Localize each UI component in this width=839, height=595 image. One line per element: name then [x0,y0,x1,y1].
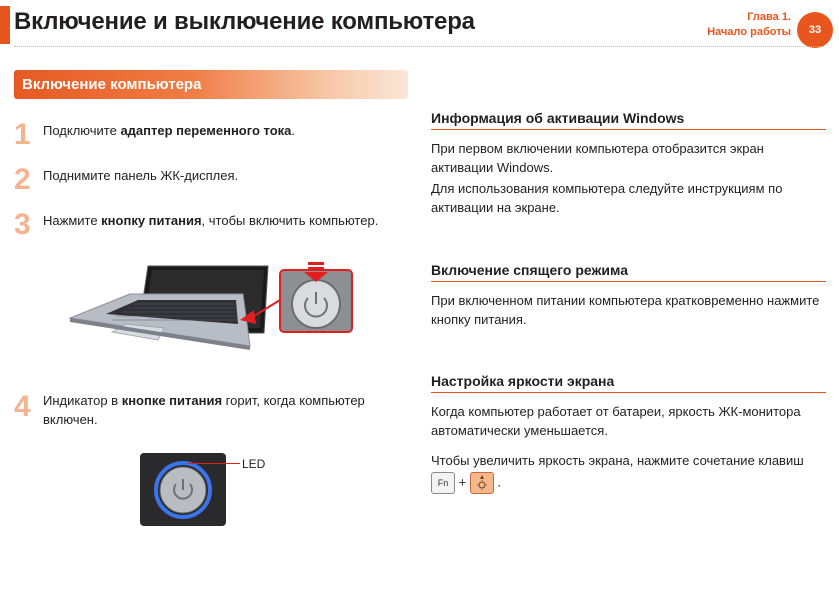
brightness-text-2: Чтобы увеличить яркость экрана, нажмите сочетание клавиш [431,453,804,468]
sleep-heading-rule [431,281,826,282]
step-text-part: Подключите [43,123,121,138]
step-text: Поднимите панель ЖК-дисплея. [43,168,239,183]
section-title: Включение компьютера [22,76,202,93]
brightness-key-icon [470,472,494,494]
plus-sign: + [458,474,467,490]
step-text-part: горит, когда компьютер включен. [43,393,365,427]
step-text [43,121,383,140]
period: . [497,474,502,490]
key-combination [431,472,501,494]
led-label: LED [242,457,266,471]
section-header [14,70,408,99]
fn-key-icon: Fn [431,472,455,494]
sleep-text: При включенном питании компьютера кратковременно нажмите кнопку питания. [431,293,820,327]
activation-text-1: При первом включении компьютера отобразится экран активации Windows. [431,141,764,175]
sleep-heading: Включение спящего режима [431,262,628,278]
page-number-badge: 33 [797,12,833,48]
title-accent-bar [0,6,10,44]
step-number: 1 [14,118,31,151]
laptop-illustration [68,258,358,373]
step-text [43,391,393,429]
activation-heading-rule [431,129,826,130]
step-text-bold: адаптер переменного тока [120,123,292,138]
brightness-text-1: Когда компьютер работает от батареи, яркость ЖК-монитора автоматически уменьшается. [431,404,801,438]
sun-icon [471,473,493,493]
activation-text-2: Для использования компьютера следуйте инструкциям по активации на экране. [431,181,783,215]
step-text-part: Нажмите [43,213,102,228]
step-number: 3 [14,208,31,241]
header-divider [14,46,824,47]
step-text [43,211,403,230]
page-title: Включение и выключение компьютера [14,8,475,35]
brightness-heading: Настройка яркости экрана [431,373,615,389]
activation-heading: Информация об активации Windows [431,110,685,126]
brightness-heading-rule [431,392,826,393]
step-text-part: , чтобы включить компьютер. [201,213,379,228]
step-text-part: . [291,123,296,138]
step-text-part: Индикатор в [43,393,122,408]
chapter-title: Начало работы [707,26,791,38]
step-number: 4 [14,390,31,423]
step-number: 2 [14,163,31,196]
led-callout-line [188,463,240,464]
chapter-number: Глава 1. [747,11,791,23]
chapter-label [707,10,791,40]
step-text-bold: кнопке питания [121,393,223,408]
step-text-bold: кнопку питания [101,213,202,228]
